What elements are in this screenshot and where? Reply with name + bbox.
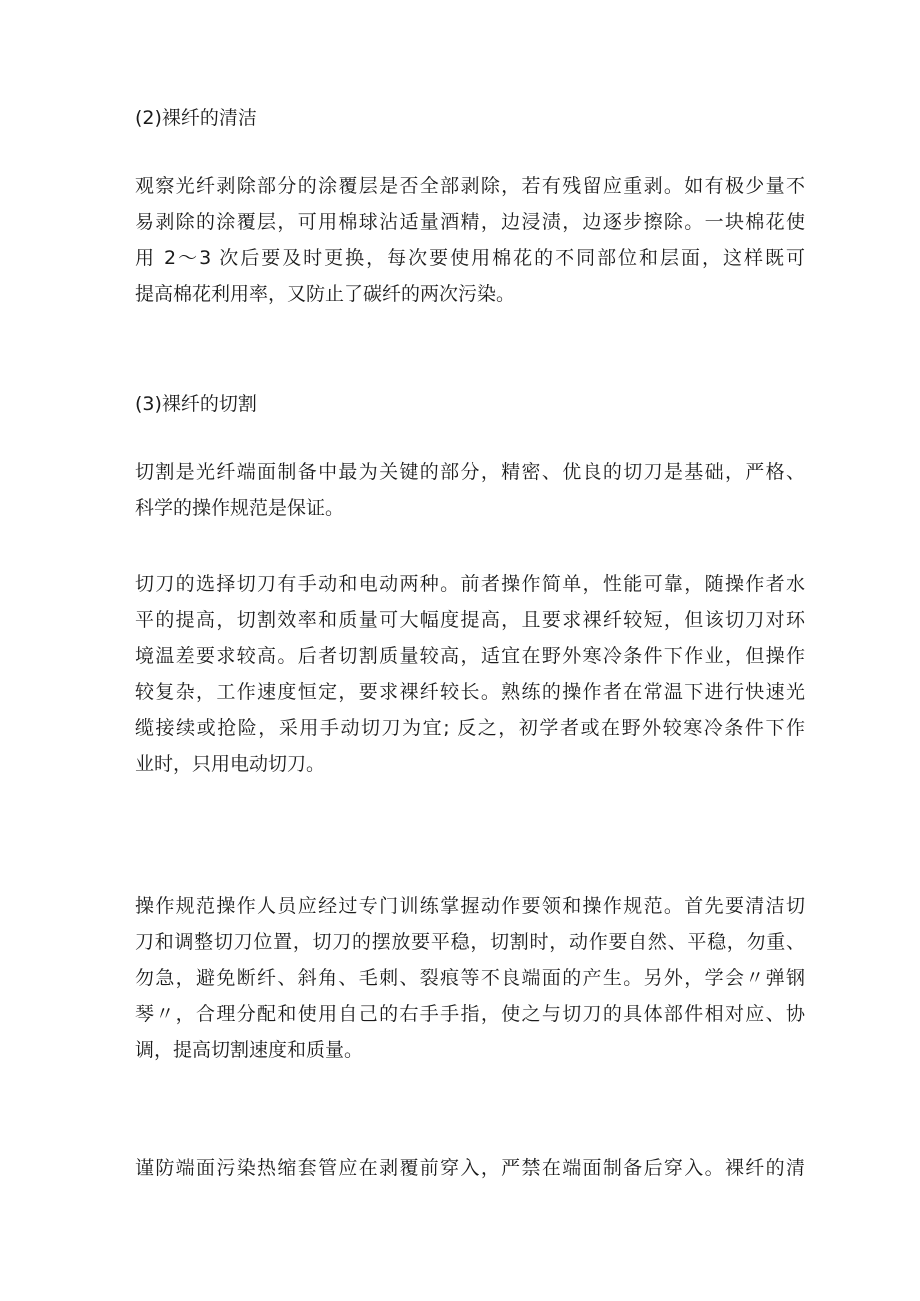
text-line: 观察光纤剥除部分的涂覆层是否全部剥除，若有残留应重剥。如有极少量不 — [135, 175, 805, 197]
text-line: 业时，只用电动切刀。 — [135, 753, 326, 775]
text-line: 用 2～3 次后要及时更换，每次要使用棉花的不同部位和层面，这样既可 — [135, 247, 805, 269]
text-line: 琴〃，合理分配和使用自己的右手手指，使之与切刀的具体部件相对应、协 — [135, 1003, 805, 1025]
text-line: 境温差要求较高。后者切割质量较高，适宜在野外寒冷条件下作业，但操作 — [135, 645, 805, 667]
text-line: 刀和调整切刀位置，切刀的摆放要平稳，切割时，动作要自然、平稳，勿重、 — [135, 931, 805, 953]
text-line: 勿急，避免断纤、斜角、毛刺、裂痕等不良端面的产生。另外，学会〃弹钢 — [135, 967, 805, 989]
text-line: 缆接续或抢险，采用手动切刀为宜; 反之，初学者或在野外较寒冷条件下作 — [135, 717, 805, 739]
paragraph-cutter-selection — [135, 566, 805, 782]
text-line: 提高棉花利用率，又防止了碳纤的两次污染。 — [135, 283, 516, 305]
text-line: 切割是光纤端面制备中最为关键的部分，精密、优良的切刀是基础，严格、 — [135, 461, 805, 483]
paragraph-operation-standard — [135, 888, 805, 1068]
paragraph-end-face-contamination — [135, 1150, 805, 1186]
text-line: 切刀的选择切刀有手动和电动两种。前者操作简单，性能可靠，随操作者水 — [135, 573, 805, 595]
text-line: 调，提高切割速度和质量。 — [135, 1039, 364, 1061]
text-line: 操作规范操作人员应经过专门训练掌握动作要领和操作规范。首先要清洁切 — [135, 895, 805, 917]
heading-section-3: (3)裸纤的切割 — [135, 393, 257, 415]
text-line: 较复杂，工作速度恒定，要求裸纤较长。熟练的操作者在常温下进行快速光 — [135, 681, 805, 703]
paragraph-cutting-intro — [135, 454, 805, 526]
text-line: 谨防端面污染热缩套管应在剥覆前穿入，严禁在端面制备后穿入。裸纤的清 — [135, 1157, 805, 1179]
paragraph-cleaning — [135, 168, 805, 312]
text-line: 平的提高，切割效率和质量可大幅度提高，且要求裸纤较短，但该切刀对环 — [135, 609, 805, 631]
text-line: 科学的操作规范是保证。 — [135, 497, 345, 519]
text-line: 易剥除的涂覆层，可用棉球沾适量酒精，边浸渍，边逐步擦除。一块棉花使 — [135, 211, 805, 233]
heading-section-2: (2)裸纤的清洁 — [135, 107, 257, 129]
